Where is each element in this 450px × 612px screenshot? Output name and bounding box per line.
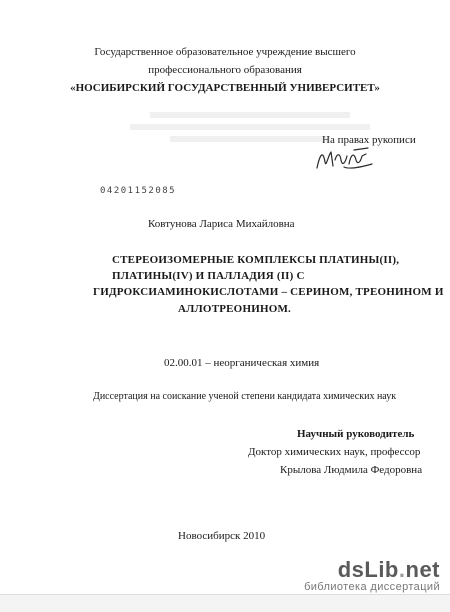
title-line-2: ПЛАТИНЫ(IV) И ПАЛЛАДИЯ (II) С [112,270,305,282]
rights-notice: На правах рукописи [322,134,416,146]
university-name: «НОСИБИРСКИЙ ГОСУДАРСТВЕННЫЙ УНИВЕРСИТЕТ» [70,82,380,94]
dissertation-type: Диссертация на соискание ученой степени кандидата химических наук [93,391,397,402]
supervisor-heading: Научный руководитель [297,428,415,440]
city-year: Новосибирск 2010 [178,530,266,542]
watermark-brand-tld: net [405,557,440,582]
specialty-code: 02.00.01 – неорганическая химия [164,357,320,369]
watermark-brand-main: dsLib [337,557,399,582]
watermark-subtitle: библиотека диссертаций [304,581,440,593]
signature [314,146,378,174]
institution-line-1: Государственное образовательное учреждение высшего [94,46,356,58]
barcode-number: 04201152085 [100,186,177,196]
supervisor-degree: Доктор химических наук, профессор [248,446,421,458]
title-line-4: АЛЛОТРЕОНИНОМ. [178,303,291,315]
author-name: Ковтунова Лариса Михайловна [148,218,295,230]
title-line-3: ГИДРОКСИАМИНОКИСЛОТАМИ – СЕРИНОМ, ТРЕОНИНОМ И [93,286,444,298]
watermark-brand-dot: . [398,557,406,582]
watermark-logo [304,557,440,583]
scan-bottom-edge [0,594,450,612]
institution-line-2: профессионального образования [148,64,302,76]
title-line-1: СТЕРЕОИЗОМЕРНЫЕ КОМПЛЕКСЫ ПЛАТИНЫ(II), [112,254,400,266]
watermark[interactable] [304,557,440,593]
supervisor-name: Крылова Людмила Федоровна [280,464,423,476]
